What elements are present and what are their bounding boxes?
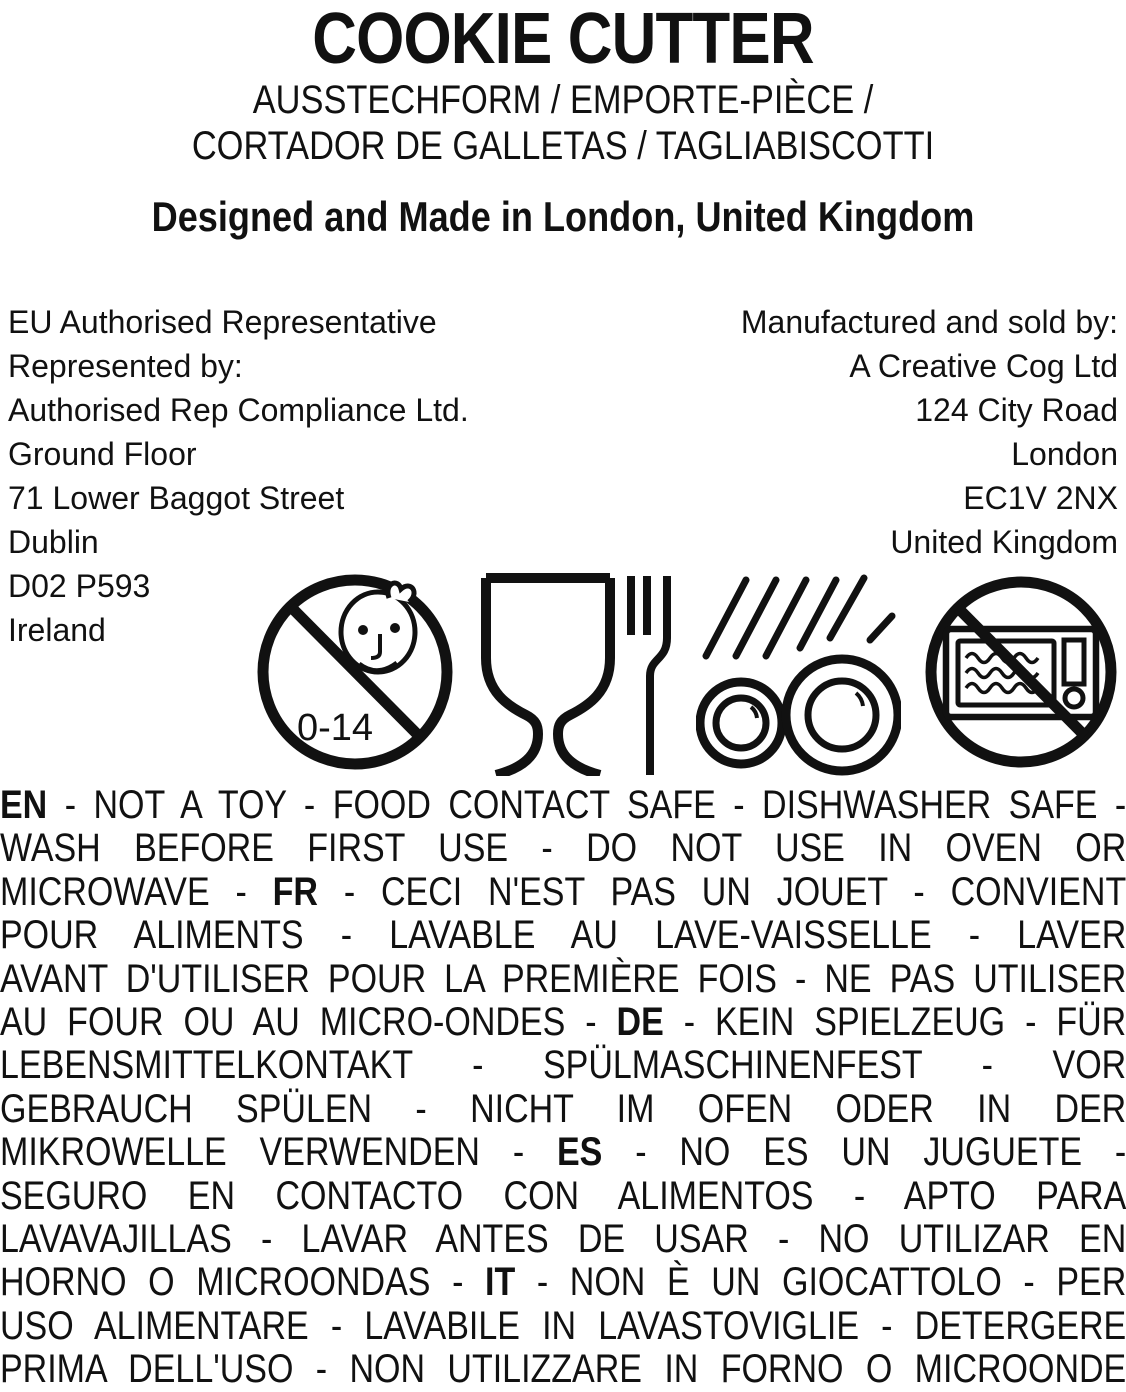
address-line: Represented by:: [8, 348, 243, 384]
age-warning-0-14-icon: [255, 568, 455, 776]
age-range-label: 0-14: [297, 707, 374, 749]
safety-line: HORNO O MICROONDAS - IT - NON È UN GIOCATTOLO - PER: [0, 1260, 1126, 1305]
address-line: D02 P593: [8, 568, 151, 604]
product-title-translation-2: CORTADOR DE GALLETAS / TAGLIABISCOTTI: [191, 123, 935, 168]
made-in-statement: Designed and Made in London, United Kingdom: [151, 192, 975, 240]
safety-instructions: [0, 784, 1126, 1392]
safety-instructions-text: [0, 784, 1126, 1392]
safety-line: MICROWAVE - FR - CECI N'EST PAS UN JOUET - CONVIENT: [0, 869, 1126, 914]
label-header: [79, 0, 1047, 241]
safety-line: MIKROWELLE VERWENDEN - ES - NO ES UN JUGUETE -: [0, 1130, 1126, 1175]
safety-line: LAVAVAJILLAS - LAVAR ANTES DE USAR - NO UTILIZAR EN: [0, 1217, 1126, 1262]
address-line: London: [1011, 436, 1118, 472]
address-line: 124 City Road: [915, 392, 1118, 428]
safety-line: AVANT D'UTILISER POUR LA PREMIÈRE FOIS - NE PAS UTILISER: [0, 956, 1126, 1001]
safety-line: LEBENSMITTELKONTAKT - SPÜLMASCHINENFEST - VOR: [0, 1043, 1126, 1088]
safety-line: PRIMA DELL'USO - NON UTILIZZARE IN FORNO O MICROONDE: [0, 1347, 1126, 1392]
safety-line: GEBRAUCH SPÜLEN - NICHT IM OFEN ODER IN DER: [0, 1086, 1126, 1131]
address-line: 71 Lower Baggot Street: [8, 480, 345, 516]
address-line: Dublin: [8, 524, 99, 560]
product-title-translation-1: AUSSTECHFORM / EMPORTE-PIÈCE /: [252, 77, 874, 122]
address-line: Ground Floor: [8, 436, 197, 472]
address-line: EC1V 2NX: [963, 480, 1118, 516]
safety-line: AU FOUR OU AU MICRO-ONDES - DE - KEIN SPIELZEUG - FÜR: [0, 1000, 1126, 1045]
product-title: COOKIE CUTTER: [312, 0, 814, 79]
address-line: Authorised Rep Compliance Ltd.: [8, 392, 469, 428]
address-line: Ireland: [8, 612, 106, 648]
food-contact-safe-icon: [478, 568, 673, 776]
safety-line: SEGURO EN CONTACTO CON ALIMENTOS - APTO PARA: [0, 1173, 1126, 1218]
manufacturer-address: [741, 300, 1118, 564]
address-line: A Creative Cog Ltd: [849, 348, 1118, 384]
safety-line: POUR ALIMENTS - LAVABLE AU LAVE-VAISSELLE - LAVER: [0, 913, 1126, 958]
address-line: United Kingdom: [890, 524, 1118, 560]
address-line: Manufactured and sold by:: [740, 304, 1118, 340]
dishwasher-safe-icon: [696, 568, 901, 776]
safety-line: EN - NOT A TOY - FOOD CONTACT SAFE - DISHWASHER SAFE -: [0, 783, 1126, 827]
address-line: EU Authorised Representative: [8, 304, 437, 340]
safety-line: USO ALIMENTARE - LAVABILE IN LAVASTOVIGLIE - DETERGERE: [0, 1303, 1126, 1348]
safety-icons-row: [255, 568, 1119, 776]
no-microwave-icon: [924, 568, 1119, 776]
safety-line: WASH BEFORE FIRST USE - DO NOT USE IN OVEN OR: [0, 826, 1126, 871]
